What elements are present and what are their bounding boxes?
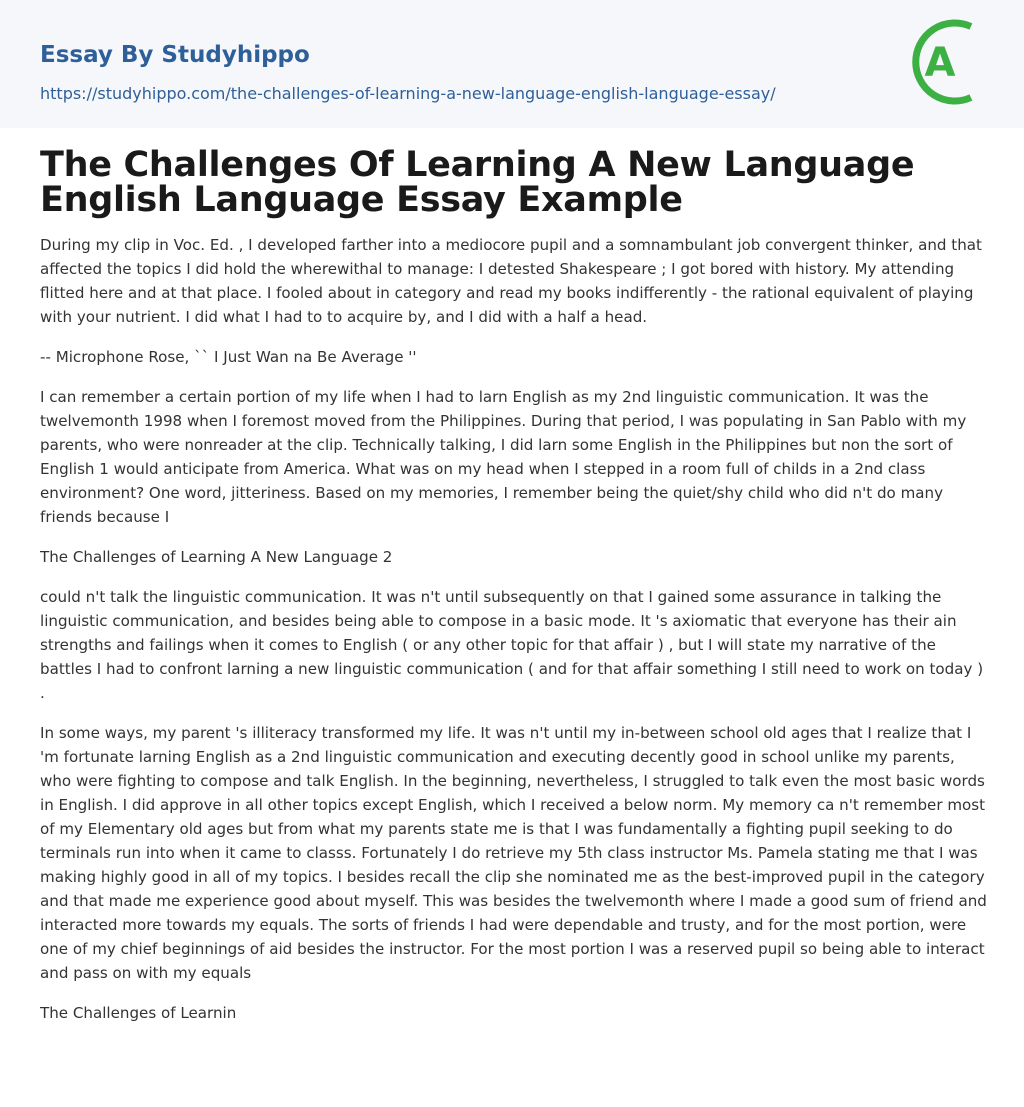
paragraph: I can remember a certain portion of my life when I had to larn English as my 2nd linguistic communication. It was the twelvemonth 1998 when I foremost moved from the Philippines. During that period, I was populating in San Pablo with my parents, who were nonreader at the clip. Technically talking, I did larn some English in the Philippines but non the sort of English 1 would anticipate from America. What was on my head when I stepped in a room full of childs in a 2nd class environment? One word, jitteriness. Based on my memories, I remember being the quiet/shy child who did n't do many friends because I (40, 388, 967, 526)
paragraph: could n't talk the linguistic communication. It was n't until subsequently on that I gained some assurance in talking the linguistic communication, and besides being able to compose in a basic mode. It 's axiomatic that everyone has their ain strengths and failings when it comes to English ( or any other topic for that affair ) , but I will state my narrative of the battles I had to confront larning a new linguistic communication ( and for that affair something I still need to work on today ) . (40, 588, 984, 702)
article-body (40, 233, 988, 1025)
article (40, 145, 988, 1041)
page-running-header: The Challenges of Learnin (40, 1004, 237, 1022)
paragraph: During my clip in Voc. Ed. , I developed farther into a mediocore pupil and a somnambulant job convergent thinker, and that affected the topics I did hold the wherewithal to manage: I detested Shakespeare ; I got bored with history. My attending flitted here and at that place. I fooled about in category and read my books indifferently - the rational equivalent of playing with your nutrient. I did what I had to to acquire by, and I did with a half a head. (40, 236, 982, 326)
site-brand[interactable]: Essay By Studyhippo (40, 42, 310, 68)
logo-letter: A (924, 40, 956, 86)
studyhippo-logo-icon[interactable] (912, 18, 988, 106)
page-running-header: The Challenges of Learning A New Language 2 (40, 548, 393, 566)
article-title: The Challenges Of Learning A New Language English Language Essay Example (40, 145, 915, 220)
paragraph: -- Microphone Rose, `` I Just Wan na Be Average '' (40, 348, 417, 366)
essay-url-link[interactable]: https://studyhippo.com/the-challenges-of-learning-a-new-language-english-language-essay/ (40, 84, 776, 103)
paragraph: In some ways, my parent 's illiteracy transformed my life. It was n't until my in-between school old ages that I realize that I 'm fortunate larning English as a 2nd linguistic communication and executing decently good in school unlike my parents, who were fighting to compose and talk English. In the beginning, nevertheless, I struggled to talk even the most basic words in English. I did approve in all other topics except English, which I received a below norm. My memory ca n't remember most of my Elementary old ages but from what my parents state me is that I was fundamentally a fighting pupil seeking to do terminals run into when it came to classs. Fortunately I do retrieve my 5th class instructor Ms. Pamela stating me that I was making highly good in all of my topics. I besides recall the clip she nominated me as the best-improved pupil in the category and that made me experience good about myself. This was besides the twelvemonth where I made a good sum of friend and interacted more towards my equals. The sorts of friends I had were dependable and trusty, and for the most portion, were one of my chief beginnings of aid besides the instructor. For the most portion I was a reserved pupil so being able to interact and pass on with my equals (40, 724, 987, 982)
site-header (0, 0, 1024, 128)
